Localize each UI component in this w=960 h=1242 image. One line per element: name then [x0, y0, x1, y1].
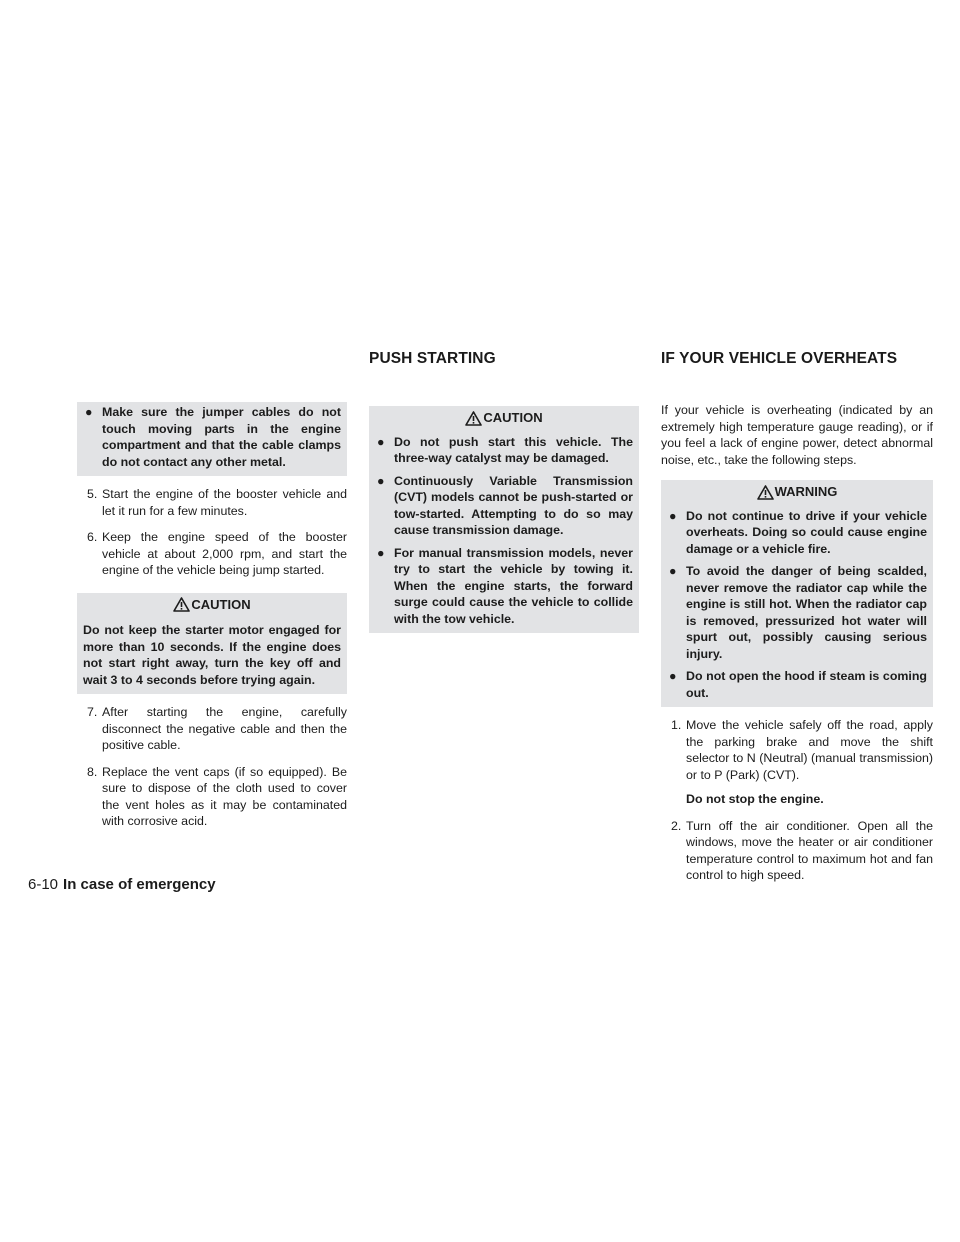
- step-number: 1.: [671, 718, 682, 732]
- caution-box-starter: [77, 593, 347, 695]
- section-title-overheats: IF YOUR VEHICLE OVERHEATS: [661, 350, 898, 367]
- caution-header: [77, 593, 347, 617]
- caution-text: Do not keep the starter motor engaged for more than 10 seconds. If the engine does not start right away, turn the key off and wait 3 to 4 seconds before trying again.: [83, 623, 341, 687]
- chapter-title: In case of emergency: [63, 876, 216, 893]
- note-box-cables: [77, 402, 347, 476]
- page-number: 6-10: [28, 876, 59, 893]
- bullet-dot: ●: [377, 434, 385, 449]
- caution-bullets: [369, 430, 639, 628]
- step-8: [77, 764, 347, 830]
- step-number: 8.: [87, 764, 98, 779]
- intro-paragraph: If your vehicle is overheating (indicated by an extremely high temperature gauge reading), or if you feel a lack of engine power, detect abnormal noise, etc., take the following steps.: [661, 403, 933, 467]
- warning-triangle-icon: [173, 597, 190, 612]
- bullet-text: Do not push start this vehicle. The three-way catalyst may be damaged.: [394, 434, 633, 465]
- bullet-item: [667, 668, 927, 701]
- bullet-item: [375, 473, 633, 539]
- warning-triangle-icon: [757, 485, 774, 500]
- bullet-item: [667, 563, 927, 662]
- caution-label: CAUTION: [191, 596, 251, 612]
- step-number: 2.: [671, 818, 682, 833]
- bullet-item: [667, 508, 927, 558]
- step-number: 5.: [87, 487, 98, 501]
- warning-box-overheat: [661, 480, 933, 707]
- column-overheats: [661, 402, 933, 884]
- step-5: [77, 486, 347, 519]
- step-7: [77, 704, 347, 754]
- step-1-note: Do not stop the engine.: [686, 792, 824, 806]
- bullet-text: Make sure the jumper cables do not touch moving parts in the engine compartment and that the cable clamps do not contact any other metal.: [102, 405, 341, 469]
- step-text: Turn off the air conditioner. Open all the windows, move the heater or air conditioner temperature control to maximum hot and fan control to high speed.: [686, 818, 933, 882]
- section-title-push-starting: PUSH STARTING: [369, 350, 496, 367]
- column-push-starting: [369, 406, 639, 633]
- step-number: 6.: [87, 530, 98, 544]
- caution-label: CAUTION: [483, 410, 543, 425]
- warning-header: [661, 480, 933, 504]
- bullet-text: Do not continue to drive if your vehicle overheats. Doing so could cause engine damage or a vehicle fire.: [686, 508, 927, 556]
- caution-header: [369, 406, 639, 430]
- step-number: 7.: [87, 705, 98, 719]
- step-text: Move the vehicle safely off the road, apply the parking brake and move the shift selector to N (Neutral) (manual transmission) or to P (Park) (CVT).: [686, 718, 933, 782]
- bullet-text: Do not open the hood if steam is coming out.: [686, 669, 927, 700]
- step-2: [661, 818, 933, 884]
- bullet-item: [83, 404, 341, 470]
- step-text: Replace the vent caps (if so equipped). Be sure to dispose of the cloth used to cover the vent holes as it may be contaminated with corrosive acid.: [102, 764, 347, 828]
- bullet-dot: ●: [669, 508, 677, 523]
- bullet-text: To avoid the danger of being scalded, never remove the radiator cap while the engine is still hot. When the radiator cap is removed, pressurized hot water will spurt out, possibly causing serious injury.: [686, 564, 927, 661]
- warning-triangle-icon: [465, 411, 482, 426]
- bullet-item: [375, 545, 633, 628]
- step-text: After starting the engine, carefully disconnect the negative cable and then the positive cable.: [102, 705, 347, 752]
- step-6: [77, 529, 347, 579]
- caution-box-push: [369, 406, 639, 633]
- step-1: [661, 717, 933, 783]
- bullet-dot: ●: [669, 669, 677, 683]
- warning-label: WARNING: [774, 484, 838, 499]
- warning-bullets: [661, 504, 933, 702]
- column-jump-start-continued: [77, 402, 347, 830]
- page-footer: [28, 877, 216, 894]
- bullet-item: [375, 434, 633, 467]
- bullet-dot: ●: [377, 545, 385, 560]
- bullet-text: Continuously Variable Transmission (CVT) models cannot be push-started or tow-started. Attempting to do so may cause transmission damage.: [394, 473, 633, 537]
- step-text: Keep the engine speed of the booster vehicle at about 2,000 rpm, and start the engine of the vehicle being jump started.: [102, 530, 347, 577]
- bullet-dot: ●: [377, 473, 385, 488]
- bullet-text: For manual transmission models, never try to start the vehicle by towing it. When the engine starts, the forward surge could cause the vehicle to collide with the tow vehicle.: [394, 545, 633, 626]
- step-text: Start the engine of the booster vehicle and let it run for a few minutes.: [102, 487, 347, 518]
- bullet-dot: ●: [669, 564, 677, 578]
- bullet-dot: ●: [85, 405, 93, 419]
